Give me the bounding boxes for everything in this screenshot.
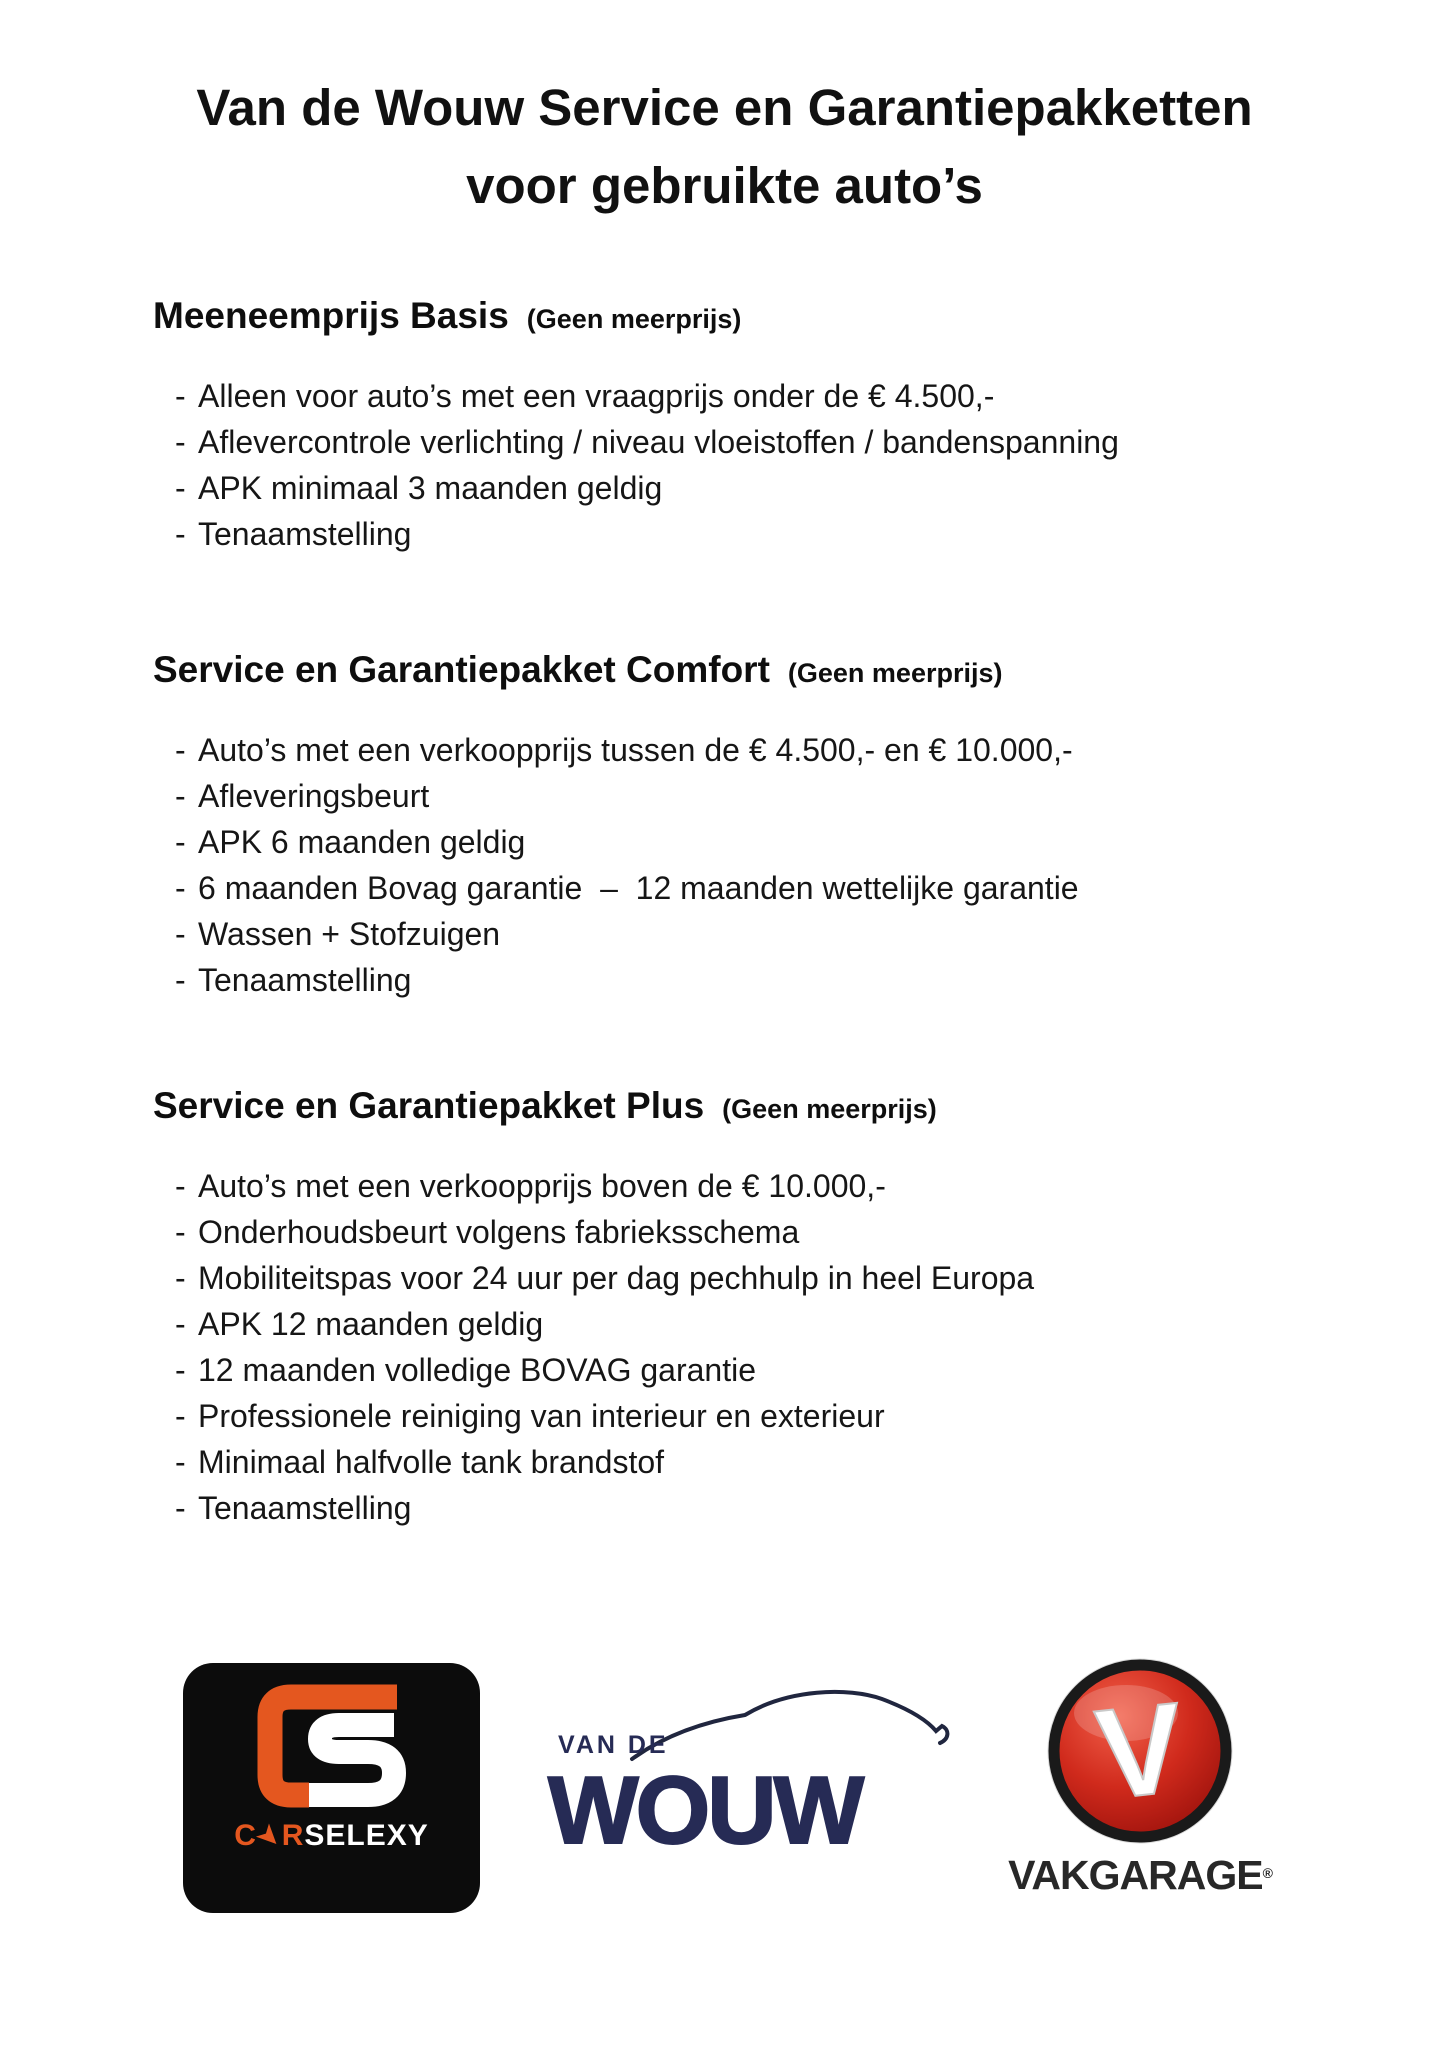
vakgarage-name: VAKGARAGE — [1008, 1852, 1263, 1898]
vakgarage-v-letter: V — [1090, 1675, 1190, 1828]
logos-row — [0, 1663, 1449, 1933]
list-item — [0, 511, 1449, 557]
list-item — [0, 1439, 1449, 1485]
bullet-dash: - — [175, 378, 186, 414]
bullet-dash: - — [175, 732, 186, 768]
carselexy-letter-r: R — [281, 1819, 305, 1852]
list-item — [0, 1255, 1449, 1301]
section-meeneemprijs-basis — [0, 297, 1449, 557]
bullet-dash: - — [175, 516, 186, 552]
bullet-dash: - — [175, 916, 186, 952]
vakgarage-badge-icon — [1040, 1657, 1240, 1849]
list-item — [0, 419, 1449, 465]
bullet-text: APK 6 maanden geldig — [198, 824, 526, 860]
bullet-text: APK minimaal 3 maanden geldig — [198, 470, 663, 506]
section-pakket-plus — [0, 1087, 1449, 1531]
carselexy-letter-c: C — [234, 1819, 257, 1852]
bullet-text: Alleen voor auto’s met een vraagprijs onder de € 4.500,- — [198, 378, 995, 414]
bullet-dash: - — [175, 1444, 186, 1480]
vandewouw-wordmark-big: WOUW — [548, 1757, 862, 1861]
section-heading — [153, 297, 1449, 338]
section-pakket-comfort — [0, 651, 1449, 1003]
list-item — [0, 911, 1449, 957]
section-note: (Geen meerprijs) — [722, 1094, 937, 1124]
list-item — [0, 1209, 1449, 1255]
bullet-dash: - — [175, 870, 186, 906]
bullet-text: Mobiliteitspas voor 24 uur per dag pechhulp in heel Europa — [198, 1260, 1035, 1296]
bullet-dash: - — [175, 824, 186, 860]
bullet-list — [0, 1163, 1449, 1531]
carselexy-logo — [183, 1663, 480, 1913]
bullet-dash: - — [175, 1306, 186, 1342]
registered-mark: ® — [1262, 1865, 1272, 1881]
section-note: (Geen meerprijs) — [526, 304, 742, 334]
section-heading-text: Meeneemprijs Basis — [153, 295, 509, 336]
list-item — [0, 1485, 1449, 1531]
vandewouw-logo — [540, 1681, 950, 1861]
bullet-dash: - — [175, 424, 186, 460]
carselexy-letters-rest: SELEXY — [304, 1819, 429, 1852]
bullet-text: Onderhoudsbeurt volgens fabrieksschema — [198, 1214, 800, 1250]
bullet-text: Tenaamstelling — [198, 1490, 412, 1526]
carselexy-monogram-icon — [257, 1681, 407, 1811]
bullet-text: Tenaamstelling — [198, 516, 412, 552]
bullet-text: 6 maanden Bovag garantie – 12 maanden wettelijke garantie — [198, 870, 1079, 906]
bullet-dash: - — [175, 1398, 186, 1434]
bullet-text: 12 maanden volledige BOVAG garantie — [198, 1352, 756, 1388]
bullet-text: Minimaal halfvolle tank brandstof — [198, 1444, 665, 1480]
bullet-text: Aflevercontrole verlichting / niveau vloeistoffen / bandenspanning — [198, 424, 1119, 460]
car-silhouette-icon — [632, 1692, 947, 1759]
cursor-arrow-icon: ➤ — [250, 1816, 289, 1855]
vakgarage-logo — [1008, 1657, 1272, 1923]
bullet-list — [0, 727, 1449, 1003]
bullet-dash: - — [175, 1490, 186, 1526]
list-item — [0, 865, 1449, 911]
bullet-dash: - — [175, 1260, 186, 1296]
bullet-text: Professionele reiniging van interieur en exterieur — [198, 1398, 885, 1434]
list-item — [0, 1301, 1449, 1347]
section-heading-text: Service en Garantiepakket Plus — [153, 1085, 705, 1126]
list-item — [0, 819, 1449, 865]
section-heading-text: Service en Garantiepakket Comfort — [153, 649, 770, 690]
title-line-1: Van de Wouw Service en Garantiepakketten — [196, 79, 1253, 136]
bullet-dash: - — [175, 1214, 186, 1250]
bullet-dash: - — [175, 962, 186, 998]
bullet-text: Auto’s met een verkoopprijs tussen de € 4.500,- en € 10.000,- — [198, 732, 1073, 768]
section-heading — [153, 1087, 1449, 1128]
vandewouw-wordmark-small: VAN DE — [558, 1731, 669, 1759]
list-item — [0, 1393, 1449, 1439]
section-note: (Geen meerprijs) — [787, 658, 1003, 688]
bullet-list — [0, 373, 1449, 557]
list-item — [0, 957, 1449, 1003]
bullet-text: Wassen + Stofzuigen — [198, 916, 501, 952]
title-line-2: voor gebruikte auto’s — [466, 157, 983, 214]
document-title — [0, 0, 1449, 214]
list-item — [0, 773, 1449, 819]
bullet-text: Auto’s met een verkoopprijs boven de € 10.000,- — [198, 1168, 886, 1204]
list-item — [0, 465, 1449, 511]
bullet-dash: - — [175, 1168, 186, 1204]
bullet-text: Tenaamstelling — [198, 962, 412, 998]
vakgarage-wordmark — [1008, 1852, 1272, 1898]
carselexy-wordmark — [234, 1816, 429, 1855]
bullet-dash: - — [175, 470, 186, 506]
bullet-dash: - — [175, 1352, 186, 1388]
list-item — [0, 373, 1449, 419]
list-item — [0, 1163, 1449, 1209]
bullet-text: Afleveringsbeurt — [198, 778, 430, 814]
list-item — [0, 1347, 1449, 1393]
section-heading — [153, 651, 1449, 692]
bullet-dash: - — [175, 778, 186, 814]
list-item — [0, 727, 1449, 773]
bullet-text: APK 12 maanden geldig — [198, 1306, 544, 1342]
